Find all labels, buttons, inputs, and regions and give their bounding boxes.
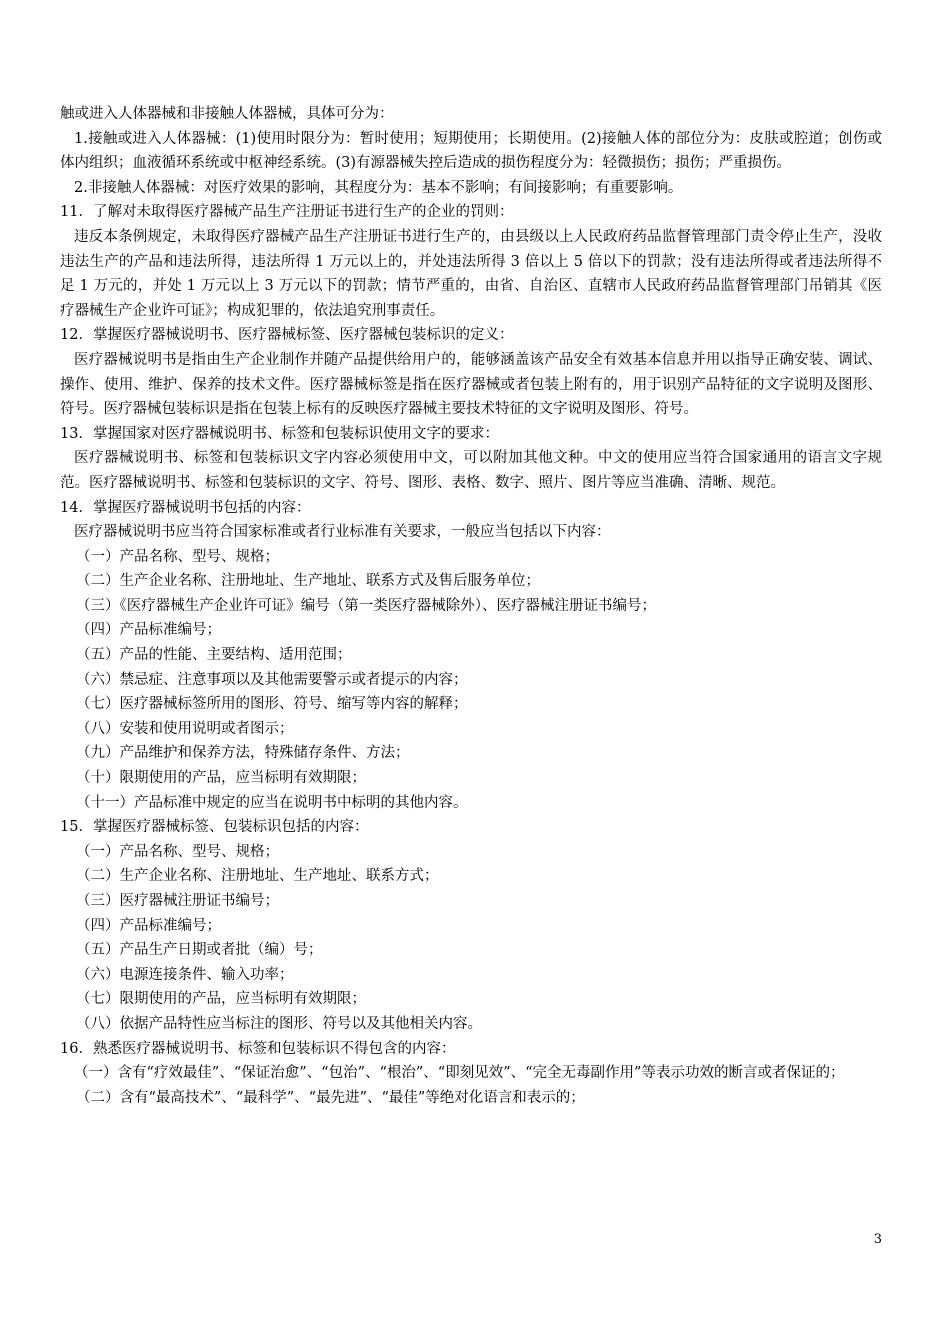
paragraph: 12．掌握医疗器械说明书、医疗器械标签、医疗器械包装标识的定义： (60, 327, 514, 344)
document-body (60, 102, 882, 1110)
paragraph: 医疗器械说明书、标签和包装标识文字内容必须使用中文，可以附加其他文种。中文的使用应当符合国家通用的语言文字规范。医疗器械说明书、标签和包装标识的文字、符号、图形、表格、数字、照片、图片等应当准确、清晰、规范。 (60, 450, 882, 491)
paragraph: 触或进入人体器械和非接触人体器械，具体可分为： (60, 106, 394, 122)
paragraph: （三）医疗器械注册证书编号； (76, 893, 279, 909)
page-number: 3 (873, 1232, 882, 1247)
paragraph: 16．熟悉医疗器械说明书、标签和包装标识不得包含的内容： (60, 1040, 456, 1057)
paragraph: 11．了解对未取得医疗器械产品生产注册证书进行生产的企业的罚则： (60, 204, 514, 221)
paragraph: 14．掌握医疗器械说明书包括的内容： (60, 499, 311, 516)
paragraph: （三）《医疗器械生产企业许可证》编号（第一类医疗器械除外）、医疗器械注册证书编号； (76, 597, 656, 614)
paragraph: （七）限期使用的产品，应当标明有效期限； (76, 991, 366, 1008)
paragraph: （五）产品的性能、主要结构、适用范围； (76, 647, 352, 664)
paragraph: 2.非接触人体器械：对医疗效果的影响，其程度分为：基本不影响；有间接影响；有重要影响。 (74, 179, 683, 196)
paragraph: （五）产品生产日期或者批（编）号； (76, 942, 323, 959)
paragraph: 1.接触或进入人体器械：(1)使用时限分为：暂时使用；短期使用；长期使用。(2)接触人体的部位分为：皮肤或腔道；创伤或体内组织；血液循环系统或中枢神经系统。(3)有源器械失控后造成的损伤程度分为：轻微损伤；损伤；严重损伤。 (60, 130, 882, 172)
paragraph: （九）产品维护和保养方法，特殊储存条件、方法； (76, 745, 410, 762)
paragraph: （八）依据产品特性应当标注的图形、符号以及其他相关内容。 (76, 1015, 482, 1032)
paragraph: （七）医疗器械标签所用的图形、符号、缩写等内容的解释； (76, 696, 468, 713)
paragraph: 医疗器械说明书是指由生产企业制作并随产品提供给用户的，能够涵盖该产品安全有效基本信息并用以指导正确安装、调试、操作、使用、维护、保养的技术文件。医疗器械标签是指在医疗器械或者包装上附有的，用于识别产品特征的文字说明及图形、符号。医疗器械包装标识是指在包装上标有的反映医疗器械主要技术特征的文字说明及图形、符号。 (60, 351, 882, 418)
paragraph: （二）生产企业名称、注册地址、生产地址、联系方式及售后服务单位； (76, 573, 540, 590)
paragraph: （二）含有“最高技术”、“最科学”、“最先进”、“最佳”等绝对化语言和表示的； (76, 1089, 585, 1106)
paragraph: （六）电源连接条件、输入功率； (76, 966, 294, 983)
paragraph: （十）限期使用的产品，应当标明有效期限； (76, 770, 366, 787)
paragraph: （六）禁忌症、注意事项以及其他需要警示或者提示的内容； (76, 671, 468, 688)
paragraph: 13．掌握国家对医疗器械说明书、标签和包装标识使用文字的要求： (60, 425, 499, 442)
paragraph: 15．掌握医疗器械标签、包装标识包括的内容： (60, 819, 369, 836)
paragraph: （十一）产品标准中规定的应当在说明书中标明的其他内容。 (76, 794, 468, 811)
paragraph: （四）产品标准编号； (76, 622, 221, 639)
paragraph: 违反本条例规定，未取得医疗器械产品生产注册证书进行生产的，由县级以上人民政府药品监督管理部门责令停止生产，没收违法生产的产品和违法所得，违法所得 1 万元以上的，并处违法所得 3 倍以上 5 倍以下的罚款；没有违法所得或者违法所得不足 1 万元的，并处 1 万元以上 3 万元以下的罚款；情节严重的，由省、自治区、直辖市人民政府药品监督管理部门吊销其《医疗器械生产企业许可证》；构成犯罪的，依法追究刑事责任。 (60, 228, 882, 319)
paragraph: （一）产品名称、型号、规格； (76, 548, 279, 565)
paragraph: （八）安装和使用说明或者图示； (76, 720, 294, 737)
paragraph: （二）生产企业名称、注册地址、生产地址、联系方式； (76, 868, 439, 885)
paragraph: 医疗器械说明书应当符合国家标准或者行业标准有关要求，一般应当包括以下内容： (74, 524, 611, 541)
paragraph: （一）产品名称、型号、规格； (76, 843, 279, 860)
paragraph: （四）产品标准编号； (76, 917, 221, 934)
paragraph: （一）含有“疗效最佳”、“保证治愈”、“包治”、“根治”、“即刻见效”、“完全无毒副作用”等表示功效的断言或者保证的； (74, 1065, 845, 1082)
